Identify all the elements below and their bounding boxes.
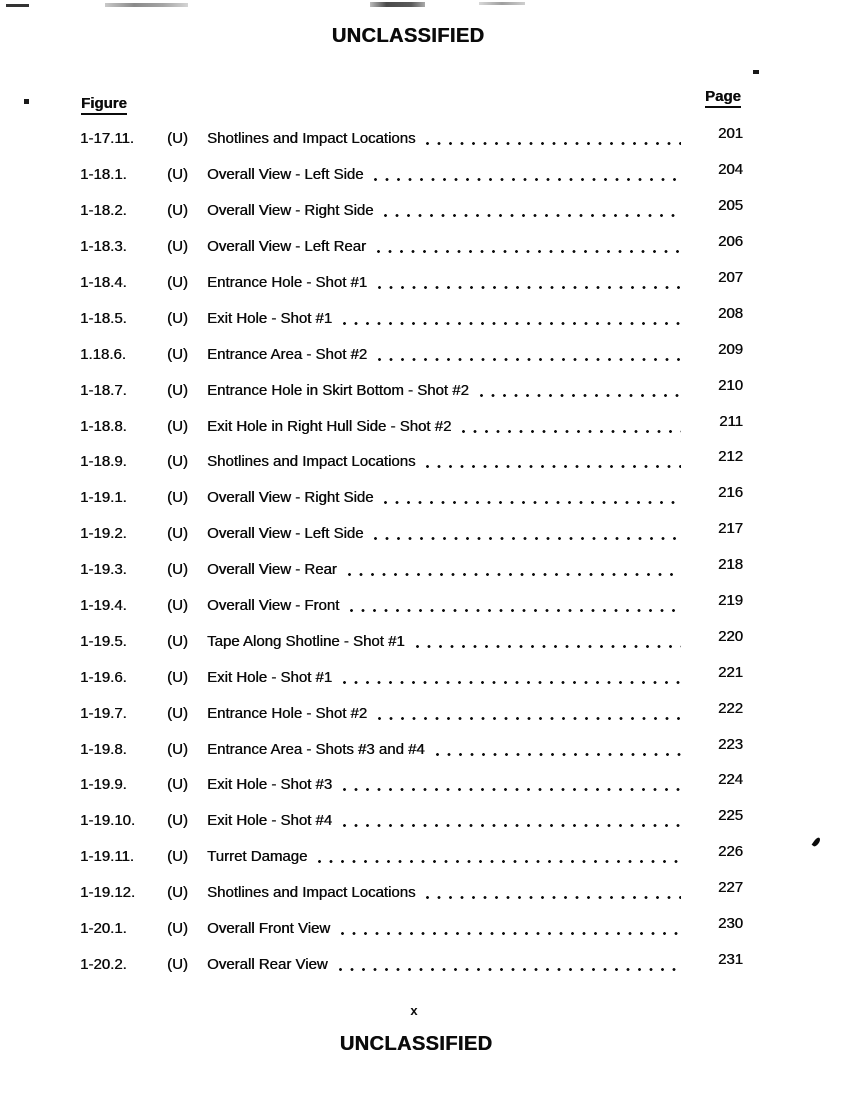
figure-title: Turret Damage [207, 848, 308, 866]
dot-leader [384, 214, 681, 217]
figure-entry-row [80, 372, 743, 408]
classification-marking: (U) [167, 453, 188, 471]
dot-leader [426, 465, 681, 468]
figure-title: Overall View - Rear [207, 561, 337, 579]
figure-title: Entrance Hole in Skirt Bottom - Shot #2 [207, 381, 469, 399]
figure-entry-row [80, 408, 743, 444]
figure-title: Overall View - Right Side [207, 489, 374, 507]
figure-entry-row [80, 157, 743, 193]
figure-page-number: 206 [717, 233, 743, 251]
figure-entry-row [80, 444, 743, 480]
dot-leader [378, 717, 681, 720]
scan-artifact-mark [812, 836, 822, 847]
figure-number: 1-19.5. [80, 632, 127, 650]
scan-artifact-speck [753, 70, 759, 74]
figure-entry-row [80, 875, 743, 911]
dot-leader [378, 286, 681, 289]
figure-page-number: 204 [717, 161, 743, 179]
figure-entry-row [80, 336, 743, 372]
classification-marking: (U) [167, 309, 188, 327]
figure-number: 1-20.2. [80, 955, 127, 973]
figure-entry-row [80, 588, 743, 624]
dot-leader [374, 537, 681, 540]
dot-leader [426, 896, 681, 899]
dot-leader [350, 609, 681, 612]
classification-marking: (U) [167, 525, 188, 543]
page-column-header: Page [705, 88, 741, 108]
figure-entry-row [80, 300, 743, 336]
figure-entry-row [80, 839, 743, 875]
figure-page-number: 217 [717, 520, 743, 538]
figure-entry-row [80, 516, 743, 552]
figure-title: Exit Hole - Shot #1 [207, 668, 333, 686]
figure-number: 1-18.4. [80, 274, 127, 291]
dot-leader [384, 501, 681, 504]
dot-leader [462, 430, 681, 433]
figure-title: Overall View - Left Rear [207, 238, 366, 256]
figure-title: Overall Front View [207, 920, 331, 938]
figure-title: Overall View - Right Side [207, 202, 374, 220]
figure-entry-row [80, 480, 743, 516]
figure-title: Tape Along Shotline - Shot #1 [207, 632, 405, 650]
classification-banner-bottom: UNCLASSIFIED [339, 1033, 493, 1055]
figure-number: 1-19.9. [80, 776, 127, 794]
classification-marking: (U) [167, 130, 188, 148]
figure-entry-row [80, 229, 743, 265]
figure-entry-row [80, 659, 743, 695]
dot-leader [378, 358, 681, 361]
figure-title: Exit Hole - Shot #3 [207, 776, 333, 794]
figure-number: 1-20.1. [80, 920, 127, 938]
figure-page-number: 223 [717, 735, 743, 753]
figure-title: Shotlines and Impact Locations [207, 453, 416, 471]
classification-banner-top: UNCLASSIFIED [331, 25, 485, 47]
classification-marking: (U) [167, 238, 188, 256]
figure-page-number: 222 [717, 699, 743, 717]
figure-number: 1-19.4. [80, 597, 127, 615]
figure-number: 1-18.7. [80, 381, 127, 399]
dot-leader [343, 824, 681, 827]
classification-marking: (U) [167, 668, 188, 686]
figure-title: Overall Rear View [207, 955, 328, 973]
figure-title: Shotlines and Impact Locations [207, 130, 416, 148]
figure-number: 1-19.1. [80, 489, 127, 507]
figure-title: Entrance Area - Shots #3 and #4 [207, 740, 425, 758]
figure-title: Entrance Area - Shot #2 [207, 345, 368, 363]
classification-marking: (U) [167, 920, 188, 938]
classification-marking: (U) [167, 381, 188, 399]
classification-marking: (U) [167, 166, 188, 184]
figure-title: Overall View - Front [207, 597, 340, 615]
figure-page-number: 216 [717, 484, 743, 502]
figure-entry-row [80, 193, 743, 229]
figure-page-number: 201 [717, 125, 743, 143]
dot-leader [348, 573, 681, 576]
dot-leader [416, 645, 681, 648]
dot-leader [480, 394, 681, 397]
dot-leader [318, 860, 681, 863]
dot-leader [343, 681, 681, 684]
figure-number: 1-19.2. [80, 525, 127, 543]
dot-leader [343, 322, 681, 325]
figure-page-number: 218 [717, 556, 743, 574]
page-number: x [410, 1003, 418, 1018]
figure-page-number: 211 [719, 412, 743, 430]
figure-page-number: 224 [717, 771, 743, 789]
classification-marking: (U) [167, 776, 188, 794]
figure-entry-row [80, 121, 743, 157]
classification-marking: (U) [167, 561, 188, 579]
figure-title: Entrance Hole - Shot #2 [207, 704, 368, 722]
figure-number: 1-18.1. [80, 166, 127, 184]
figure-page-number: 205 [717, 197, 743, 215]
figure-number: 1-19.11. [80, 848, 134, 866]
dot-leader [374, 178, 681, 181]
figure-page-number: 209 [717, 340, 743, 358]
figure-number: 1-18.5. [80, 309, 127, 327]
classification-marking: (U) [167, 489, 188, 507]
figure-number: 1-18.9. [80, 453, 127, 471]
figure-page-number: 226 [717, 843, 743, 861]
classification-marking: (U) [167, 740, 188, 758]
figure-title: Entrance Hole - Shot #1 [207, 274, 368, 291]
classification-marking: (U) [167, 848, 188, 866]
figure-entry-row [80, 767, 743, 803]
dot-leader [436, 753, 681, 756]
dot-leader [341, 932, 681, 935]
scan-artifact-dash [6, 4, 29, 7]
dot-leader [377, 250, 681, 253]
figure-column-header: Figure [81, 95, 127, 115]
classification-marking: (U) [167, 884, 188, 902]
figure-entry-row [80, 911, 743, 947]
classification-marking: (U) [167, 632, 188, 650]
figure-page-number: 212 [717, 448, 743, 466]
classification-marking: (U) [167, 812, 188, 830]
classification-marking: (U) [167, 704, 188, 722]
figure-title: Exit Hole - Shot #1 [207, 309, 333, 327]
classification-marking: (U) [167, 597, 188, 615]
figure-entry-row [80, 731, 743, 767]
list-of-figures [80, 121, 743, 982]
figure-number: 1-18.8. [80, 417, 127, 435]
figure-number: 1-19.8. [80, 740, 127, 758]
figure-number: 1-19.6. [80, 668, 127, 686]
classification-marking: (U) [167, 417, 188, 435]
figure-entry-row [80, 803, 743, 839]
figure-title: Exit Hole in Right Hull Side - Shot #2 [207, 417, 452, 435]
figure-number: 1-18.3. [80, 238, 127, 256]
figure-number: 1-19.3. [80, 561, 127, 579]
figure-number: 1-19.12. [80, 884, 136, 902]
figure-page-number: 207 [717, 269, 743, 286]
figure-title: Shotlines and Impact Locations [207, 884, 416, 902]
figure-number: 1-19.7. [80, 704, 127, 722]
classification-marking: (U) [167, 202, 188, 220]
figure-page-number: 208 [717, 304, 743, 322]
figure-page-number: 210 [717, 376, 743, 394]
figure-number: 1.18.6. [80, 345, 126, 363]
figure-title: Overall View - Left Side [207, 525, 364, 543]
figure-page-number: 220 [717, 627, 743, 645]
figure-page-number: 225 [717, 807, 743, 825]
classification-marking: (U) [167, 274, 188, 291]
figure-title: Overall View - Left Side [207, 166, 364, 184]
scan-artifact-smudge [479, 2, 525, 5]
scan-artifact-smudge [370, 2, 425, 7]
figure-entry-row [80, 623, 743, 659]
figure-entry-row [80, 695, 743, 731]
figure-page-number: 219 [717, 592, 743, 610]
figure-page-number: 231 [717, 950, 743, 968]
dot-leader [343, 788, 681, 791]
figure-entry-row [80, 946, 743, 982]
scan-artifact-dot [24, 99, 29, 104]
classification-marking: (U) [167, 955, 188, 973]
figure-title: Exit Hole - Shot #4 [207, 812, 333, 830]
figure-page-number: 221 [717, 663, 743, 681]
figure-number: 1-18.2. [80, 202, 127, 220]
figure-entry-row [80, 552, 743, 588]
figure-page-number: 227 [717, 879, 743, 897]
figure-number: 1-17.11. [80, 130, 134, 148]
figure-entry-row [80, 265, 743, 301]
scan-artifact-smudge [105, 3, 188, 7]
figure-page-number: 230 [717, 915, 743, 933]
classification-marking: (U) [167, 345, 188, 363]
dot-leader [339, 968, 681, 971]
figure-number: 1-19.10. [80, 812, 136, 830]
dot-leader [426, 142, 681, 145]
